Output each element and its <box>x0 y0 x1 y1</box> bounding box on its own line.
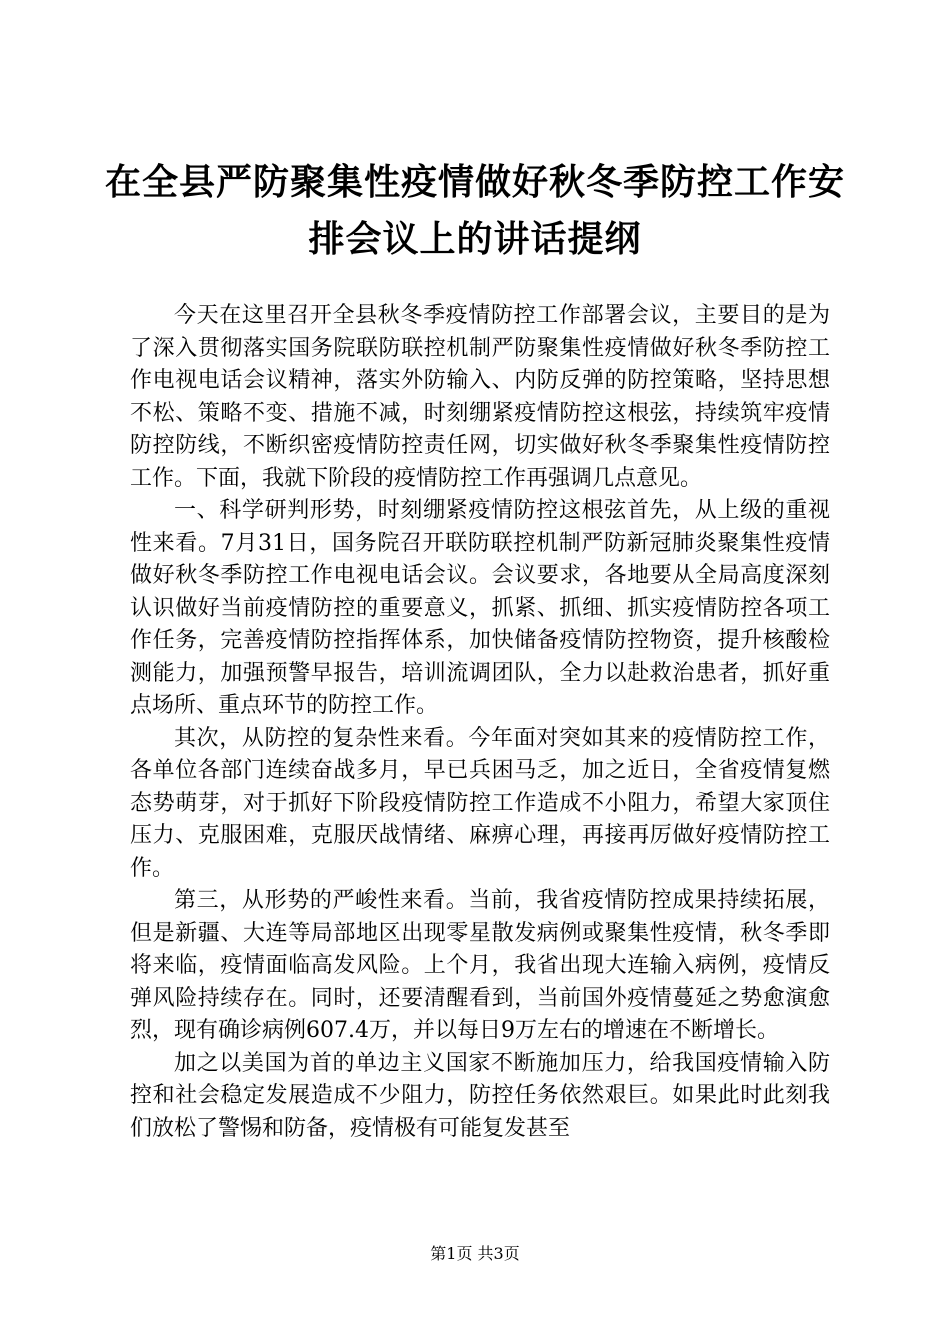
paragraph-section-one: 一、科学研判形势，时刻绷紧疫情防控这根弦首先，从上级的重视性来看。7月31日，国务院召开联防联控机制严防新冠肺炎聚集性疫情做好秋冬季防控工作电视电话会议。会议要求，各地要从全局高度深刻认识做好当前疫情防控的重要意义，抓紧、抓细、抓实疫情防控各项工作任务，完善疫情防控指挥体系，加快储备疫情防控物资，提升核酸检测能力，加强预警早报告，培训流调团队，全力以赴救治患者，抓好重点场所、重点环节的防控工作。 <box>130 498 830 718</box>
document-title-line-2: 排会议上的讲话提纲 <box>308 219 642 260</box>
document-title-line-1: 在全县严防聚集性疫情做好秋冬季防控工作安 <box>104 162 845 203</box>
paragraph-second-point: 其次，从防控的复杂性来看。今年面对突如其来的疫情防控工作，各单位各部门连续奋战多月，早已兵困马乏，加之近日，全省疫情复燃态势萌芽，对于抓好下阶段疫情防控工作造成不小阻力，希望大家顶住压力、克服困难，克服厌战情绪、麻痹心理，再接再厉做好疫情防控工作。 <box>130 725 830 881</box>
paragraph-third-point: 第三，从形势的严峻性来看。当前，我省疫情防控成果持续拓展，但是新疆、大连等局部地区出现零星散发病例或聚集性疫情，秋冬季即将来临，疫情面临高发风险。上个月，我省出现大连输入病例，疫情反弹风险持续存在。同时，还要清醒看到，当前国外疫情蔓延之势愈演愈烈，现有确诊病例607.4万，并以每日9万左右的增速在不断增长。 <box>130 888 830 1043</box>
page-number-footer: 第1页 共3页 <box>430 1244 520 1263</box>
paragraph-continuation: 加之以美国为首的单边主义国家不断施加压力，给我国疫情输入防控和社会稳定发展造成不少阻力，防控任务依然艰巨。如果此时此刻我们放松了警惕和防备，疫情极有可能复发甚至 <box>130 1050 830 1141</box>
paragraph-intro: 今天在这里召开全县秋冬季疫情防控工作部署会议，主要目的是为了深入贯彻落实国务院联防联控机制严防聚集性疫情做好秋冬季防控工作电视电话会议精神，落实外防输入、内防反弹的防控策略，坚持思想不松、策略不变、措施不减，时刻绷紧疫情防控这根弦，持续筑牢疫情防控防线，不断织密疫情防控责任网，切实做好秋冬季聚集性疫情防控工作。下面，我就下阶段的疫情防控工作再强调几点意见。 <box>130 303 830 491</box>
document-body <box>130 300 830 1145</box>
